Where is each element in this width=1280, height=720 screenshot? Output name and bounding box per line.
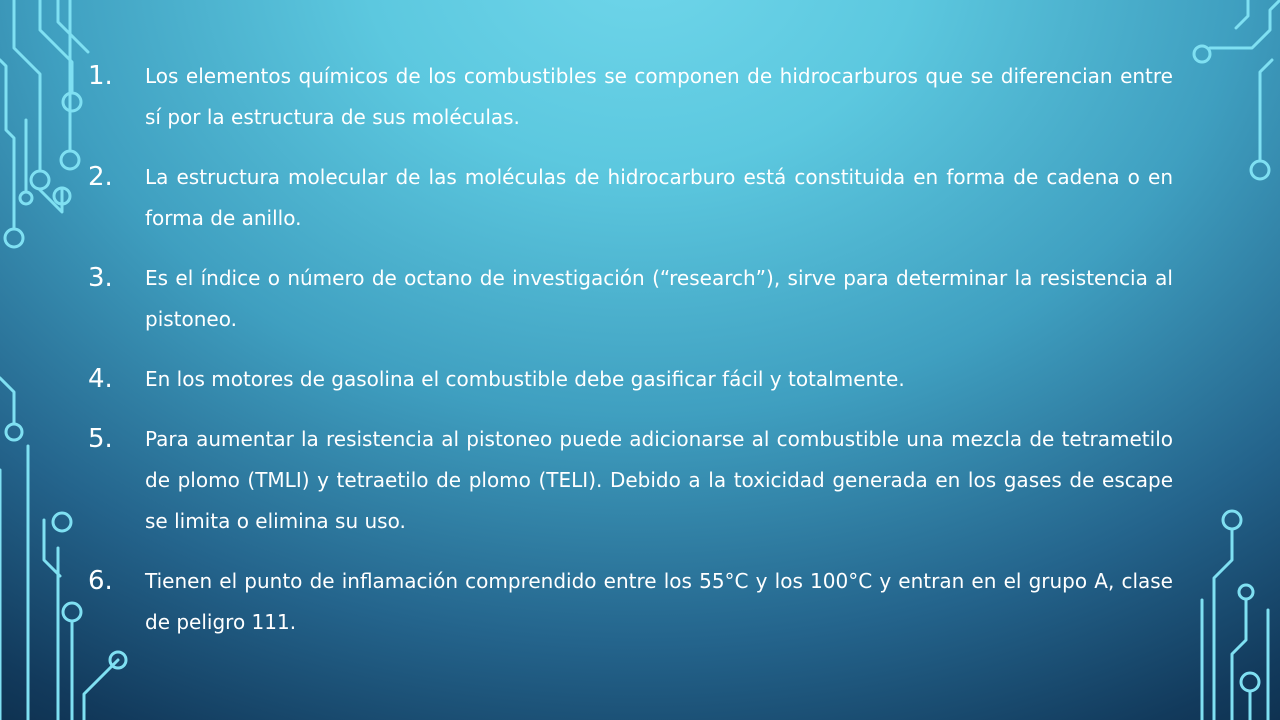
list-item bbox=[88, 561, 1173, 643]
bullet-list bbox=[88, 56, 1173, 662]
list-item bbox=[88, 56, 1173, 138]
list-item bbox=[88, 419, 1173, 542]
list-item-number: 1. bbox=[88, 61, 113, 91]
list-item bbox=[88, 359, 1173, 400]
circuit-top-left bbox=[0, 0, 88, 247]
list-item bbox=[88, 157, 1173, 239]
list-item-number: 6. bbox=[88, 566, 113, 596]
list-item-number: 3. bbox=[88, 263, 113, 293]
list-item-number: 4. bbox=[88, 364, 113, 394]
list-item-text: En los motores de gasolina el combustible debe gasificar fácil y totalmente. bbox=[145, 367, 905, 391]
list-item bbox=[88, 258, 1173, 340]
list-item-text: Los elementos químicos de los combustibles se componen de hidrocarburos que se diferencian entre sí por la estructura de sus moléculas. bbox=[145, 64, 1173, 129]
list-item-number: 5. bbox=[88, 424, 113, 454]
circuit-bottom-right bbox=[1202, 511, 1268, 720]
circuit-top-right bbox=[1194, 0, 1280, 179]
list-item-text: La estructura molecular de las moléculas de hidrocarburo está constituida en forma de cadena o en forma de anillo. bbox=[145, 165, 1173, 230]
list-item-text: Es el índice o número de octano de investigación (“research”), sirve para determinar la resistencia al pistoneo. bbox=[145, 266, 1173, 331]
list-item-text: Tienen el punto de inflamación comprendido entre los 55°C y los 100°C y entran en el grupo A, clase de peligro 111. bbox=[145, 569, 1173, 634]
list-item-text: Para aumentar la resistencia al pistoneo puede adicionarse al combustible una mezcla de tetrametilo de plomo (TMLI) y tetraetilo de plomo (TELI). Debido a la toxicidad generada en los gases de escape se limita o elimina su uso. bbox=[145, 427, 1173, 533]
list-item-number: 2. bbox=[88, 162, 113, 192]
